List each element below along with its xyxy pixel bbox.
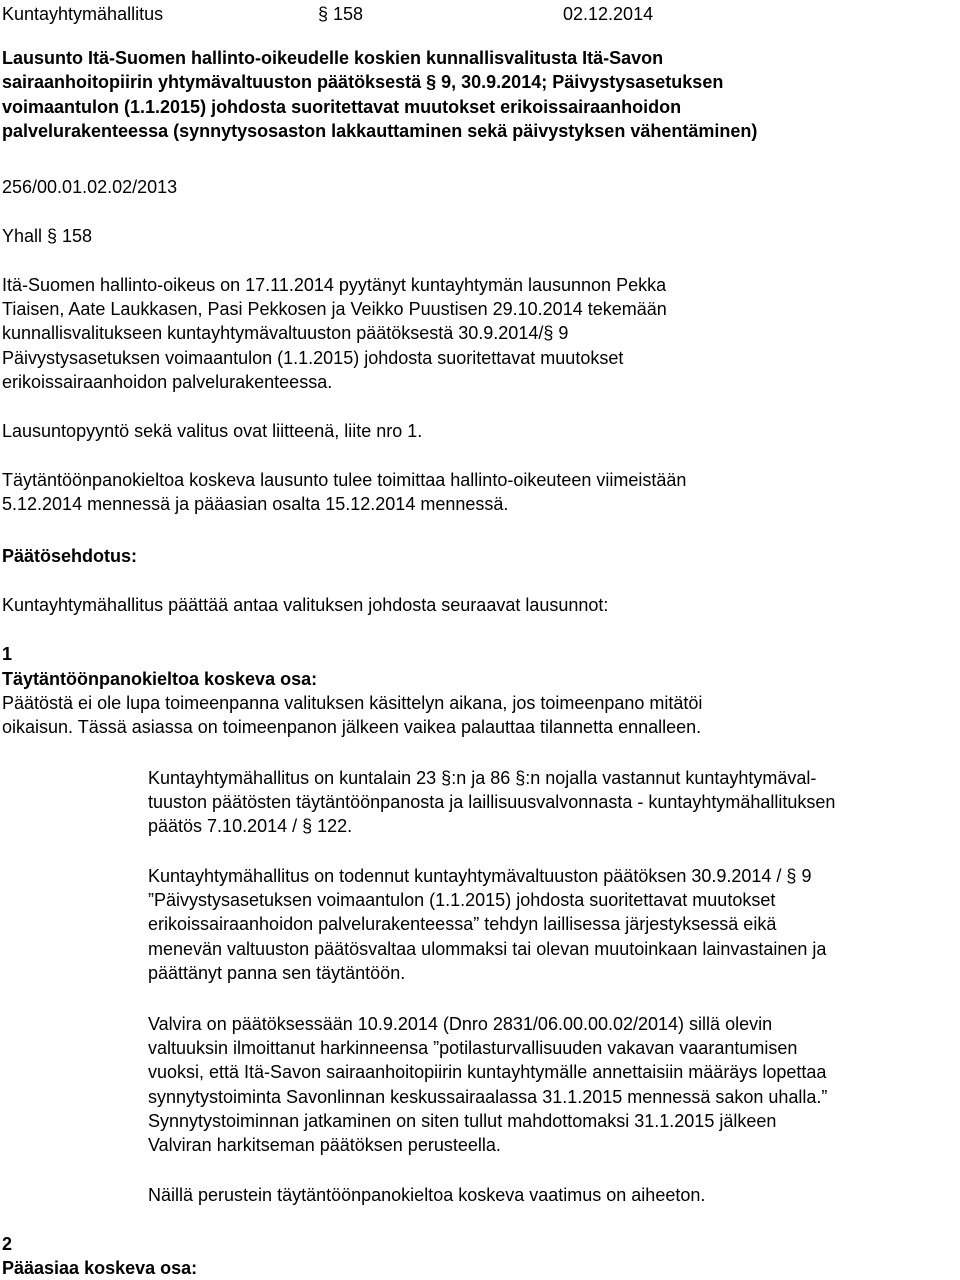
text-line: erikoissairaanhoidon palvelurakenteessa. [2, 371, 333, 392]
part1-heading: Täytäntöönpanokieltoa koskeva osa: [2, 669, 318, 689]
text-line: 5.12.2014 mennessä ja pääasian osalta 15.12.2014 mennessä. [2, 494, 509, 515]
text-line: menevän valtuuston päätösvaltaa ulommaksi tai olevan muutoinkaan lainvastainen ja [148, 938, 827, 959]
title-line: palvelurakenteessa (synnytysosaston lakkauttaminen sekä päivystyksen vähentäminen) [2, 120, 758, 141]
title-line: sairaanhoitopiirin yhtymävaltuuston päätöksestä § 9, 30.9.2014; Päivystysasetuksen [2, 72, 724, 93]
text-line: Synnytystoiminnan jatkaminen on siten tullut mahdottomaksi 31.1.2015 jälkeen [148, 1110, 777, 1131]
text-line: vuoksi, että Itä-Savon sairaanhoitopiirin kuntayhtymälle annettaisiin määräys lopettaa [148, 1062, 827, 1083]
proposal-intro: Kuntayhtymähallitus päättää antaa valituksen johdosta seuraavat lausunnot: [2, 595, 609, 615]
text-line: Päivystysasetuksen voimaantulon (1.1.2015) johdosta suoritettavat muutokset [2, 347, 624, 368]
title-line: voimaantulon (1.1.2015) johdosta suoritettavat muutokset erikoissairaanhoidon [2, 96, 682, 117]
text-line: valtuuksin ilmoittanut harkinneensa ”potilasturvallisuuden vakavan vaarantumisen [148, 1038, 798, 1059]
attachment-note: Lausuntopyyntö sekä valitus ovat liitteenä, liite nro 1. [2, 421, 423, 441]
record-number: 256/00.01.02.02/2013 [2, 177, 178, 197]
text-line: Täytäntöönpanokieltoa koskeva lausunto tulee toimittaa hallinto-oikeuteen viimeistään [2, 470, 687, 490]
header-section-number: § 158 [318, 4, 364, 24]
text-line: Tiaisen, Aate Laukkasen, Pasi Pekkosen ja Veikko Puustisen 29.10.2014 tekemään [2, 299, 667, 320]
text-line: tuuston päätösten täytäntöönpanosta ja laillisuusvalvonnasta - kuntayhtymähallituksen [148, 792, 836, 813]
text-line: Valviran harkitseman päätöksen perusteella. [148, 1135, 501, 1156]
text-line: oikaisun. Tässä asiassa on toimeenpanon jälkeen vaikea palauttaa tilannetta ennalleen. [2, 717, 702, 738]
paragraph-a [148, 766, 835, 839]
text-line: Kuntayhtymähallitus on kuntalain 23 §:n ja 86 §:n nojalla vastannut kuntayhtymäval- [148, 768, 817, 788]
paragraph-c [148, 1012, 827, 1157]
part2-heading: Pääasiaa koskeva osa: [2, 1258, 198, 1278]
part1-number: 1 [2, 644, 13, 664]
text-line: kunnallisvalitukseen kuntayhtymävaltuuston päätöksestä 30.9.2014/§ 9 [2, 323, 569, 344]
part1-paragraph [2, 691, 702, 739]
header-organization: Kuntayhtymähallitus [2, 4, 164, 24]
text-line: Päätöstä ei ole lupa toimeenpanna valituksen käsittelyn aikana, jos toimeenpano mitätöi [2, 693, 703, 713]
document-title [2, 46, 757, 143]
meeting-reference: Yhall § 158 [2, 226, 93, 246]
text-line: erikoissairaanhoidon palvelurakenteessa” tehdyn laillisessa järjestyksessä eikä [148, 914, 777, 935]
text-line: ”Päivystysasetuksen voimaantulon (1.1.2015) johdosta suoritettavat muutokset [148, 890, 776, 911]
paragraph-d: Näillä perustein täytäntöönpanokieltoa koskeva vaatimus on aiheeton. [148, 1185, 706, 1205]
intro-paragraph [2, 273, 667, 394]
paragraph-b [148, 864, 826, 985]
text-line: Itä-Suomen hallinto-oikeus on 17.11.2014 pyytänyt kuntayhtymän lausunnon Pekka [2, 275, 667, 295]
part2-number: 2 [2, 1234, 13, 1254]
text-line: päättänyt panna sen täytäntöön. [148, 962, 406, 983]
text-line: Valvira on päätöksessään 10.9.2014 (Dnro 2831/06.00.00.02/2014) sillä olevin [148, 1014, 773, 1034]
text-line: Kuntayhtymähallitus on todennut kuntayhtymävaltuuston päätöksen 30.9.2014 / § 9 [148, 866, 812, 886]
proposal-heading: Päätösehdotus: [2, 546, 138, 566]
deadline-paragraph [2, 468, 686, 516]
text-line: päätös 7.10.2014 / § 122. [148, 816, 353, 837]
title-line: Lausunto Itä-Suomen hallinto-oikeudelle koskien kunnallisvalitusta Itä-Savon [2, 48, 664, 68]
header-date: 02.12.2014 [563, 4, 654, 24]
text-line: synnytystoiminta Savonlinnan keskussairaalassa 31.1.2015 mennessä sakon uhalla.” [148, 1086, 828, 1107]
